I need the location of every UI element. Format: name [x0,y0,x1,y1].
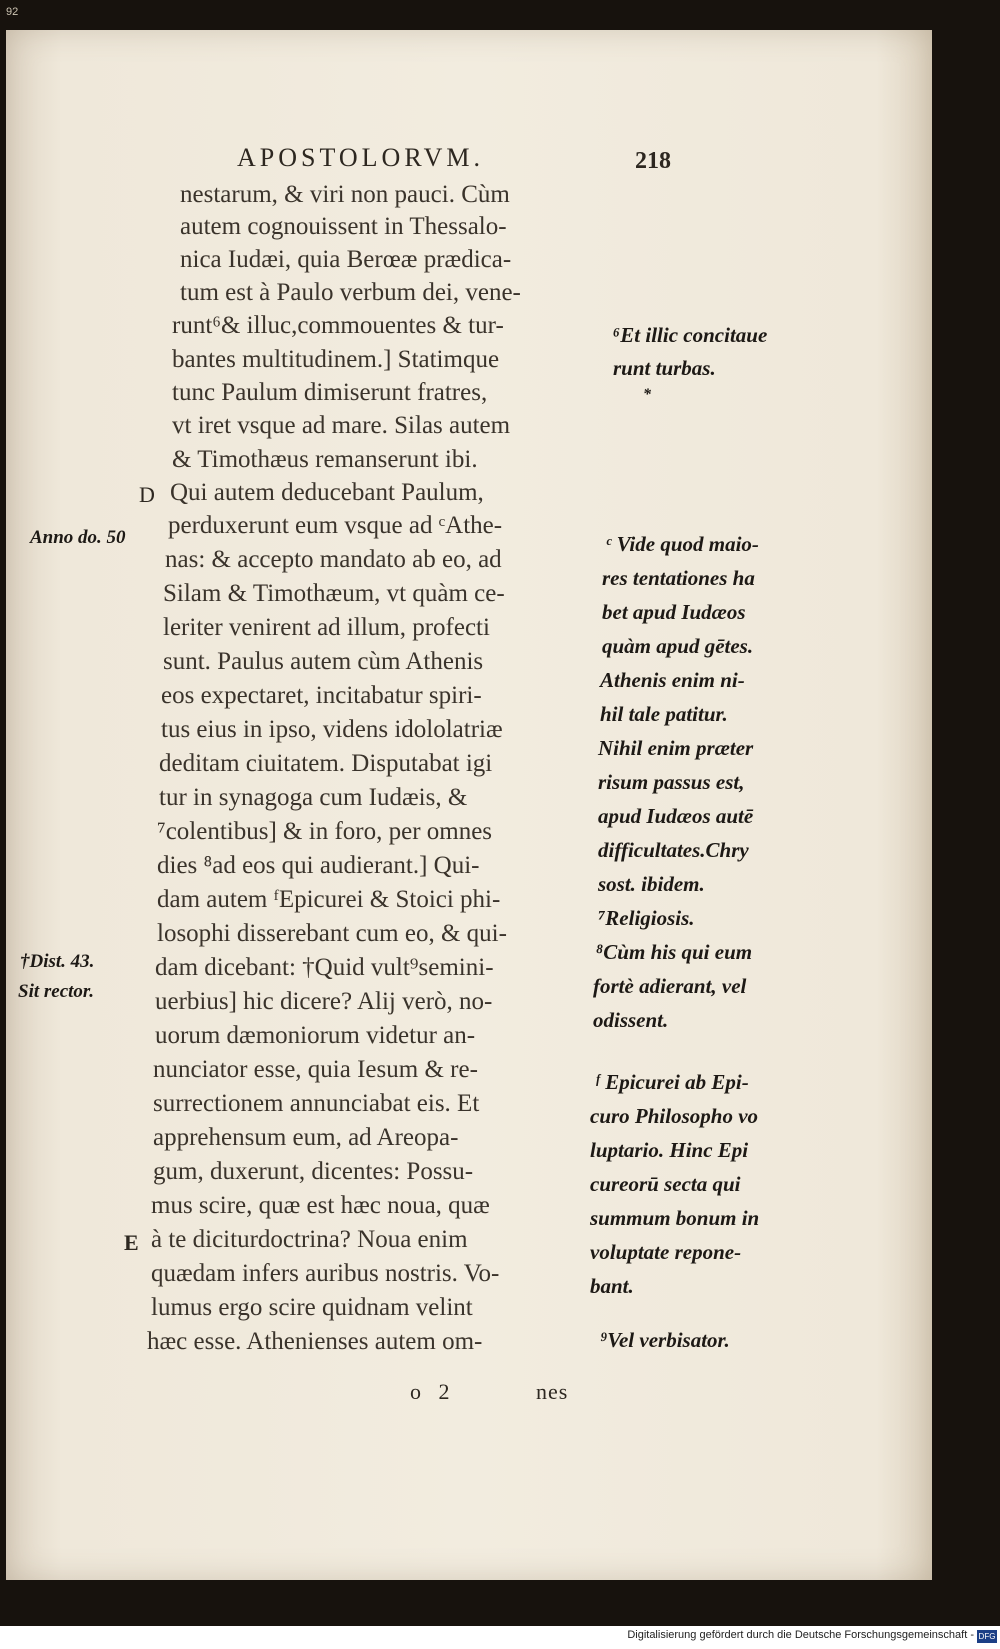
gloss-line: ⁶Et illic concitaue [613,323,768,347]
gloss-asterisk: * [643,386,651,403]
running-head: APOSTOLORVM. [237,143,484,172]
text-line: apprehensum eum, ad Areopa- [153,1124,459,1151]
margin-reference: Sit rector. [18,981,95,1002]
text-line: nunciator esse, quia Iesum & re- [153,1056,478,1083]
gloss-line: hil tale patitur. [600,702,728,726]
gloss-line: voluptate repone- [590,1240,742,1264]
digitization-credit: Digitalisierung gefördert durch die Deutsche Forschungsgemeinschaft - [627,1629,974,1641]
text-line: Silam & Timothæum, vt quàm ce- [163,580,505,607]
gloss-line: luptario. Hinc Epi [590,1138,749,1162]
gloss-line: risum passus est, [598,770,745,794]
text-line: tur in synagoga cum Iudæis, & [159,784,468,811]
text-line: uerbius] hic dicere? Alij verò, no- [155,988,493,1015]
text-line: nas: & accepto mandato ab eo, ad [165,546,502,573]
text-line: mus scire, quæ est hæc noua, quæ [151,1192,490,1219]
gloss-line: bet apud Iudæos [602,600,746,624]
text-line: uorum dæmoniorum videtur an- [155,1022,476,1049]
text-line: surrectionem annunciabat eis. Et [153,1090,480,1117]
gloss-line: ᶠ Epicurei ab Epi- [596,1070,749,1094]
gloss-line: ᶜ Vide quod maio- [606,532,759,556]
text-line: Qui autem deducebant Paulum, [170,479,484,506]
gloss-line: ⁸Cùm his qui eum [596,940,753,964]
section-letter-d: D [139,482,155,507]
dfg-logo: DFG [978,1632,996,1641]
text-line: dam autem ᶠEpicurei & Stoici phi- [157,886,501,913]
text-line: leriter venirent ad illum, profecti [163,614,490,641]
text-line: sunt. Paulus autem cùm Athenis [163,648,484,675]
gloss-line: quàm apud gētes. [602,634,754,658]
text-line: tus eius in ipso, videns idololatriæ [161,716,503,743]
text-line: à te diciturdoctrina? Noua enim [151,1226,468,1253]
catchword: nes [536,1379,569,1404]
text-line: hæc esse. Athenienses autem om- [147,1328,483,1355]
gloss-line: sost. ibidem. [598,872,705,896]
gloss-line: ⁷Religiosis. [598,906,695,930]
gloss-line: apud Iudæos autē [598,804,754,828]
text-line: tum est à Paulo verbum dei, vene- [180,279,521,306]
text-line: ⁷colentibus] & in foro, per omnes [157,818,493,845]
text-line: lumus ergo scire quidnam velint [151,1294,473,1321]
text-line: tunc Paulum dimiserunt fratres, [172,379,488,406]
text-line: dies ⁸ad eos qui audierant.] Qui- [157,852,480,879]
gloss-line: fortè adierant, vel [593,974,747,998]
text-line: eos expectaret, incitabatur spiri- [161,682,482,709]
margin-reference: †Dist. 43. [20,951,95,972]
text-line: nestarum, & viri non pauci. Cùm [180,181,510,208]
text-line: deditam ciuitatem. Disputabat igi [159,750,493,777]
gloss-line: cureorū secta qui [590,1172,741,1196]
gloss-line: res tentationes ha [602,566,755,590]
section-letter-e: E [124,1230,139,1255]
text-line: gum, duxerunt, dicentes: Possu- [153,1158,474,1185]
margin-year-note: Anno do. 50 [30,527,126,548]
folio-number: 218 [635,148,671,174]
gloss-line: odissent. [593,1008,669,1032]
text-line: bantes multitudinem.] Statimque [172,346,500,373]
signature-mark: o 2 [410,1379,456,1404]
text-line: quædam infers auribus nostris. Vo- [151,1260,500,1287]
text-line: losophi disserebant cum eo, & qui- [157,920,507,947]
gloss-line: summum bonum in [590,1206,760,1230]
image-number: 92 [6,6,19,18]
gloss-line: Athenis enim ni- [600,668,745,692]
text-line: autem cognouissent in Thessalo- [180,213,507,240]
text-line: runt⁶& illuc,commouentes & tur- [172,312,504,339]
gloss-line: runt turbas. [613,356,716,380]
text-line: perduxerunt eum vsque ad ᶜAthe- [168,512,503,539]
gloss-line: curo Philosopho vo [590,1104,759,1128]
digitization-credit-bar [0,1626,1000,1649]
gloss-line: Nihil enim præter [598,736,754,760]
text-line: nica Iudæi, quia Berœæ prædica- [180,246,512,273]
gloss-line: ⁹Vel verbisator. [600,1328,730,1352]
text-line: vt iret vsque ad mare. Silas autem [172,412,511,439]
gloss-line: difficultates.Chry [598,838,749,862]
gloss-line: bant. [590,1274,634,1298]
text-line: & Timothæus remanserunt ibi. [172,446,478,473]
text-line: dam dicebant: †Quid vult⁹semini- [155,954,494,981]
